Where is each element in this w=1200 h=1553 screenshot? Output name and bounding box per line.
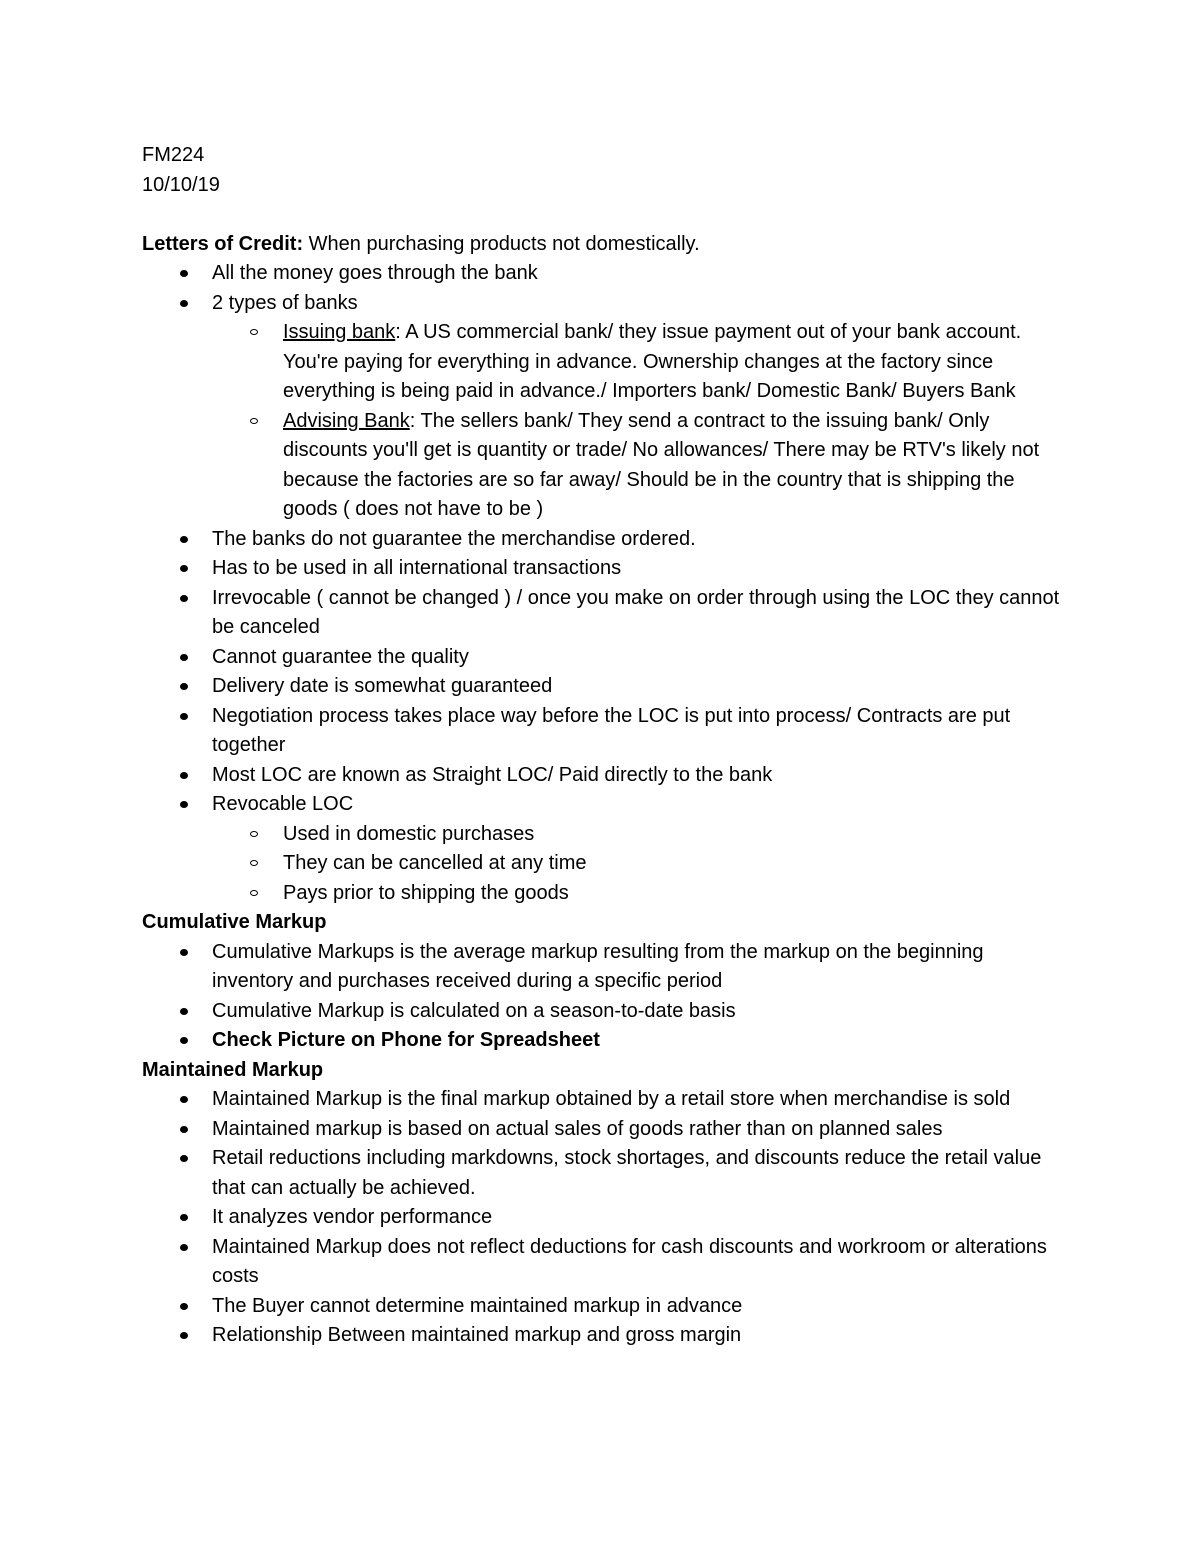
list-item xyxy=(142,289,1062,525)
revocable-loc-list xyxy=(142,820,1062,909)
course-code: FM224 xyxy=(142,144,205,166)
spacer xyxy=(142,200,1062,230)
loc-bullet-list xyxy=(142,259,1062,908)
cumulative-markup-heading: Cumulative Markup xyxy=(142,911,327,933)
list-item xyxy=(142,318,1062,407)
bank-types-list xyxy=(142,318,1062,525)
list-item: It analyzes vendor performance xyxy=(142,1203,1062,1233)
list-item: Maintained Markup does not reflect deductions for cash discounts and workroom or alterations costs xyxy=(142,1233,1062,1292)
list-item xyxy=(142,407,1062,525)
list-item-text: Revocable LOC xyxy=(212,793,354,815)
advising-bank-term: Advising Bank xyxy=(283,409,410,432)
list-item: Check Picture on Phone for Spreadsheet xyxy=(142,1026,1062,1056)
list-item: They can be cancelled at any time xyxy=(142,849,1062,879)
loc-intro: When purchasing products not domestically. xyxy=(303,232,700,255)
loc-heading-line xyxy=(142,230,1062,260)
note-date: 10/10/19 xyxy=(142,173,220,196)
list-item: Negotiation process takes place way before the LOC is put into process/ Contracts are put together xyxy=(142,702,1062,761)
list-item: Pays prior to shipping the goods xyxy=(142,879,1062,909)
list-item: The Buyer cannot determine maintained markup in advance xyxy=(142,1292,1062,1322)
issuing-bank-term: Issuing bank xyxy=(283,321,396,343)
advising-bank-text: : The sellers bank/ They send a contract to the issuing bank/ Only discounts you'll get is quantity or trade/ No allowances/ There may be RTV's likely not because the factories are so far away/ Should be in the country that is shipping the goods ( does not have to be ) xyxy=(283,409,1040,520)
maintained-markup-heading: Maintained Markup xyxy=(142,1058,324,1081)
loc-title: Letters of Credit: xyxy=(142,232,304,255)
issuing-bank-text: : A US commercial bank/ they issue payment out of your bank account. You're paying for everything in advance. Ownership changes at the factory since everything is being paid in advance./ Importers bank/ Domestic Bank/ Buyers Bank xyxy=(283,321,1022,402)
list-item: Used in domestic purchases xyxy=(142,820,1062,850)
list-item: Most LOC are known as Straight LOC/ Paid directly to the bank xyxy=(142,761,1062,791)
document-page xyxy=(142,141,1062,1351)
list-item xyxy=(142,790,1062,908)
list-item: Cannot guarantee the quality xyxy=(142,643,1062,673)
list-item: Has to be used in all international transactions xyxy=(142,554,1062,584)
list-item: The banks do not guarantee the merchandise ordered. xyxy=(142,525,1062,555)
list-item: Maintained markup is based on actual sales of goods rather than on planned sales xyxy=(142,1115,1062,1145)
cumulative-bullet-list xyxy=(142,938,1062,1056)
list-item-text: 2 types of banks xyxy=(212,291,358,314)
maintained-bullet-list xyxy=(142,1085,1062,1351)
list-item: All the money goes through the bank xyxy=(142,259,1062,289)
list-item: Relationship Between maintained markup and gross margin xyxy=(142,1321,1062,1351)
list-item: Delivery date is somewhat guaranteed xyxy=(142,672,1062,702)
list-item: Maintained Markup is the final markup obtained by a retail store when merchandise is sold xyxy=(142,1085,1062,1115)
list-item: Cumulative Markups is the average markup resulting from the markup on the beginning inventory and purchases received during a specific period xyxy=(142,938,1062,997)
list-item: Retail reductions including markdowns, stock shortages, and discounts reduce the retail value that can actually be achieved. xyxy=(142,1144,1062,1203)
list-item: Irrevocable ( cannot be changed ) / once you make on order through using the LOC they cannot be canceled xyxy=(142,584,1062,643)
list-item: Cumulative Markup is calculated on a season-to-date basis xyxy=(142,997,1062,1027)
